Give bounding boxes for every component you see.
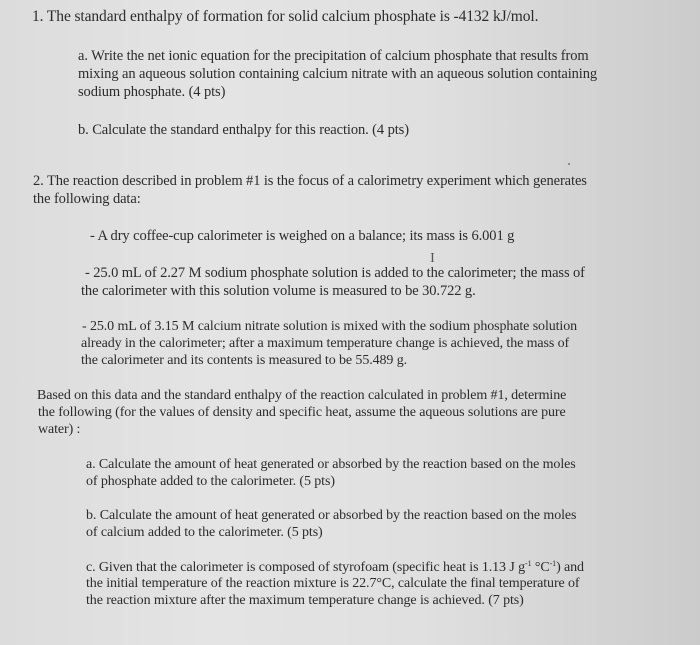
question-2b-line-2: of calcium added to the calorimeter. (5 pts) [86, 525, 323, 540]
question-2a-line-1: a. Calculate the amount of heat generated or absorbed by the reaction based on the moles [86, 457, 576, 472]
question-1a-line-2: mixing an aqueous solution containing calcium nitrate with an aqueous solution containing [78, 66, 598, 82]
question-2-intro-line-1: 2. The reaction described in problem #1 is the focus of a calorimetry experiment which generates [33, 173, 587, 189]
question-2c-text-c: ) and [556, 560, 584, 575]
stray-mark [568, 163, 570, 165]
question-1a-line-3: sodium phosphate. (4 pts) [78, 84, 226, 100]
data-item-2-line-2: the calorimeter with this solution volume is measured to be 30.722 g. [81, 283, 476, 299]
based-on-data-line-2: the following (for the values of density and specific heat, assume the aqueous solutions are pure [38, 405, 566, 420]
unit-exponent-1: -1 [525, 559, 532, 568]
question-2c-line-3: the reaction mixture after the maximum temperature change is achieved. (7 pts) [86, 593, 524, 608]
data-item-3-line-2: already in the calorimeter; after a maximum temperature change is achieved, the mass of [81, 336, 570, 351]
question-2-intro-line-2: the following data: [33, 191, 141, 207]
data-item-3-line-3: the calorimeter and its contents is measured to be 55.489 g. [81, 353, 408, 368]
data-item-2-line-1: - 25.0 mL of 2.27 M sodium phosphate solution is added to the calorimeter; the mass of [85, 265, 585, 281]
question-2c-line-1 [86, 559, 584, 576]
question-2c-text-b: °C [531, 560, 550, 575]
question-2c-line-2: the initial temperature of the reaction mixture is 22.7°C, calculate the final temperature of [86, 576, 580, 591]
question-2b-line-1: b. Calculate the amount of heat generated or absorbed by the reaction based on the moles [86, 508, 577, 523]
unit-exponent-2: -1 [549, 559, 557, 568]
data-item-3-line-1: - 25.0 mL of 3.15 M calcium nitrate solution is mixed with the sodium phosphate solution [82, 319, 578, 334]
question-1a-line-1: a. Write the net ionic equation for the precipitation of calcium phosphate that results from [78, 48, 589, 64]
data-item-1: - A dry coffee-cup calorimeter is weighed on a balance; its mass is 6.001 g [90, 228, 515, 244]
question-2c-text-a: c. Given that the calorimeter is composed of styrofoam (specific heat is 1.13 J g [86, 560, 525, 575]
based-on-data-line-1: Based on this data and the standard enthalpy of the reaction calculated in problem #1, determine [37, 388, 567, 403]
question-1b: b. Calculate the standard enthalpy for this reaction. (4 pts) [78, 122, 409, 138]
based-on-data-line-3: water) : [38, 422, 81, 437]
question-1-statement: 1. The standard enthalpy of formation for solid calcium phosphate is -4132 kJ/mol. [32, 8, 539, 25]
question-2a-line-2: of phosphate added to the calorimeter. (5 pts) [86, 474, 335, 489]
